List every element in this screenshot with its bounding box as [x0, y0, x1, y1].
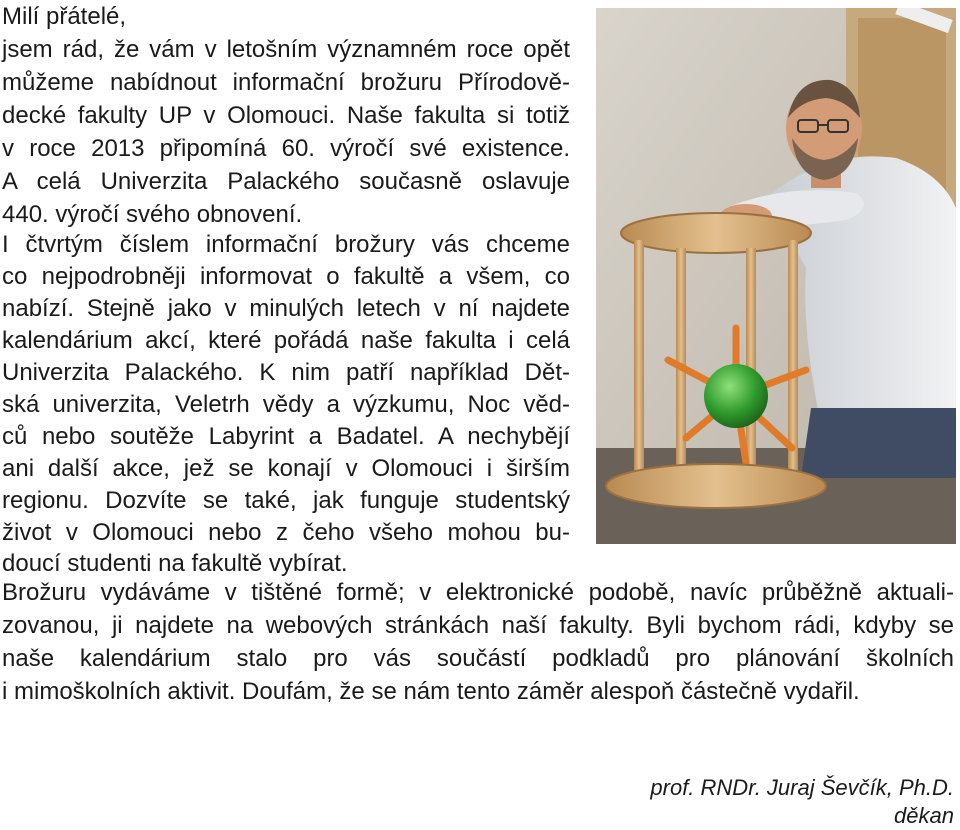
dean-photo-illustration — [596, 8, 956, 544]
paragraph-line: ská univerzita, Veletrh vědy a výzkumu, Noc věd- — [2, 391, 570, 418]
salutation: Milí přátelé, — [2, 3, 127, 30]
paragraph-line: kalendárium akcí, které pořádá naše fakulta i celá — [2, 327, 570, 354]
paragraph-line: regionu. Dozvíte se také, jak funguje studentský — [2, 487, 570, 514]
paragraph-line: Brožuru vydáváme v tištěné formě; v elektronické podobě, navíc průběžně aktuali- — [2, 579, 954, 606]
paragraph-line: doucí studenti na fakultě vybírat. — [2, 550, 348, 577]
signature-title: děkan — [894, 803, 954, 828]
paragraph-line: v roce 2013 připomíná 60. výročí své existence. — [2, 135, 570, 162]
paragraph-line: život v Olomouci nebo z čeho všeho mohou bu- — [2, 519, 570, 546]
paragraph-line: i mimoškolních aktivit. Doufám, že se nám tento záměr alespoň částečně vydařil. — [2, 678, 860, 705]
dean-photo — [596, 8, 956, 544]
paragraph-line: nabízí. Stejně jako v minulých letech v ní najdete — [2, 295, 570, 322]
paragraph-line: I čtvrtým číslem informační brožury vás chceme — [2, 231, 570, 258]
paragraph-line: jsem rád, že vám v letošním významném roce opět — [2, 36, 570, 63]
paragraph-line: A celá Univerzita Palackého současně oslavuje — [2, 168, 570, 195]
paragraph-line: Univerzita Palackého. K nim patří například Dět- — [2, 359, 570, 386]
paragraph-line: zovanou, ji najdete na webových stránkách naší fakulty. Byli bychom rádi, kdyby se — [2, 612, 954, 639]
paragraph-line: ců nebo soutěže Labyrint a Badatel. A nechybějí — [2, 423, 570, 450]
paragraph-line: můžeme nabídnout informační brožuru Přírodově- — [2, 69, 570, 96]
paragraph-line: 440. výročí svého obnovení. — [2, 201, 303, 228]
signature-name: prof. RNDr. Juraj Ševčík, Ph.D. — [650, 775, 954, 800]
paragraph-line: naše kalendárium stalo pro vás součástí podkladů pro plánování školních — [2, 645, 954, 672]
paragraph-line: decké fakulty UP v Olomouci. Naše fakulta si totiž — [2, 102, 570, 129]
paragraph-line: ani další akce, jež se konají v Olomouci i širším — [2, 455, 570, 482]
paragraph-line: co nejpodrobněji informovat o fakultě a všem, co — [2, 263, 570, 290]
